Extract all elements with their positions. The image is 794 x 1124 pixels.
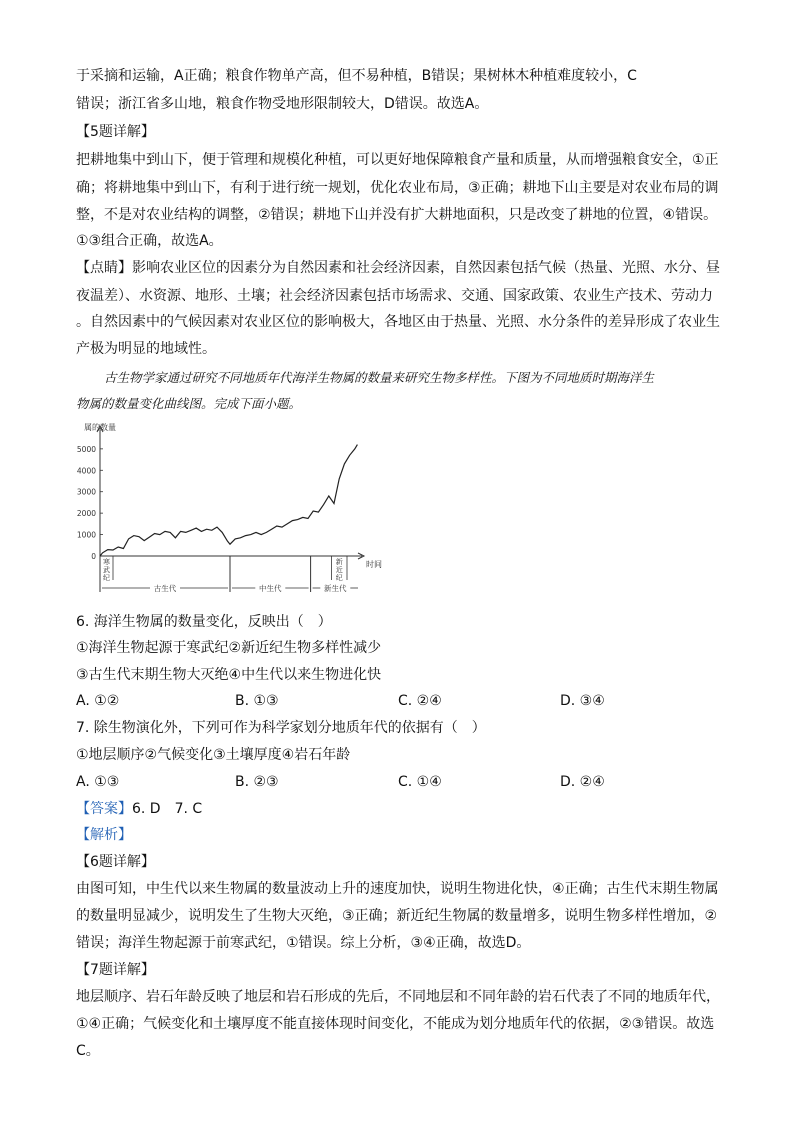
text-line: 地层顺序、岩石年龄反映了地层和岩石形成的先后，不同地层和不同年龄的岩石代表了不同的地质年代， <box>76 989 720 1005</box>
answer-line <box>76 801 202 817</box>
text-line: ①③组合正确，故选A。 <box>76 233 223 249</box>
y-tick-label: 5000 <box>76 444 96 454</box>
text-line: 于采摘和运输，A正确；粮食作物单产高，但不易种植，B错误；果树林木种植难度较小，C <box>76 68 637 84</box>
option-b[interactable]: B. ①③ <box>235 693 279 709</box>
text-line: 整，不是对农业结构的调整，②错误；耕地下山并没有扩大耕地面积，只是改变了耕地的位置，④错误。 <box>76 207 718 223</box>
option-a[interactable]: A. ①② <box>76 693 120 709</box>
question-7-stem: 7. 除生物演化外，下列可作为科学家划分地质年代的依据有（ ） <box>76 720 486 736</box>
option-d[interactable]: D. ③④ <box>560 693 605 709</box>
era-label-cenozoic: 新生代 <box>324 584 347 593</box>
question-7-statements: ①地层顺序②气候变化③土壤厚度④岩石年龄 <box>76 747 351 763</box>
question-6-stem: 6. 海洋生物属的数量变化，反映出（ ） <box>76 614 332 630</box>
text-line: ①④正确；气候变化和土壤厚度不能直接体现时间变化，不能成为划分地质年代的依据，②③错误。故选 <box>76 1016 715 1032</box>
text-line: 错误；浙江省多山地，粮食作物受地形限制较大，D错误。故选A。 <box>76 96 489 112</box>
era-label-mesozoic: 中生代 <box>259 584 282 593</box>
option-d[interactable]: D. ②④ <box>560 774 605 790</box>
period-label-cambrian: 寒武纪 <box>103 558 110 582</box>
option-b[interactable]: B. ②③ <box>235 774 279 790</box>
section-heading: 【5题详解】 <box>76 124 155 140</box>
text-line: 产极为明显的地域性。 <box>76 341 216 357</box>
y-tick-label: 1000 <box>76 530 96 540</box>
answer-text: 6. D 7. C <box>132 801 203 817</box>
text-line: 的数量明显减少，说明发生了生物大灭绝，③正确；新近纪生物属的数量增多，说明生物多样性增加，② <box>76 908 718 924</box>
option-c[interactable]: C. ②④ <box>398 693 442 709</box>
marine-genera-chart <box>68 416 398 596</box>
question-intro: 古生物学家通过研究不同地质年代海洋生物属的数量来研究生物多样性。下图为不同地质时期海洋生 <box>104 370 655 385</box>
y-axis-label: 属的数量 <box>84 423 116 432</box>
text-line: 。自然因素中的气候因素对农业区位的影响极大，各地区由于热量、光照、水分条件的差异形成了农业生 <box>76 314 720 330</box>
analysis-label: 【解析】 <box>76 827 132 843</box>
question-6-statements: ①海洋生物起源于寒武纪②新近纪生物多样性减少 <box>76 640 382 656</box>
genera-count-line <box>100 445 357 556</box>
y-tick-label: 2000 <box>76 509 96 519</box>
y-tick-label: 0 <box>91 552 96 561</box>
text-line: 夜温差）、水资源、地形、土壤；社会经济因素包括市场需求、交通、国家政策、农业生产技术、劳动力 <box>76 288 713 304</box>
era-label-paleozoic: 古生代 <box>153 584 177 593</box>
period-label-neogene: 新近纪 <box>335 558 343 582</box>
y-tick-label: 3000 <box>76 487 96 497</box>
text-line: 【点睛】影响农业区位的因素分为自然因素和社会经济因素，自然因素包括气候（热量、光照、水分、昼 <box>76 260 720 276</box>
section-heading: 【6题详解】 <box>76 854 155 870</box>
text-line: 由图可知，中生代以来生物属的数量波动上升的速度加快，说明生物进化快，④正确；古生代末期生物属 <box>76 881 719 897</box>
option-a[interactable]: A. ①③ <box>76 774 120 790</box>
text-line: C。 <box>76 1043 100 1059</box>
answer-label: 【答案】 <box>76 801 132 817</box>
text-line: 确；将耕地集中到山下，有利于进行统一规划，优化农业布局，③正确；耕地下山主要是对农业布局的调 <box>76 180 719 196</box>
question-6-statements: ③古生代末期生物大灭绝④中生代以来生物进化快 <box>76 667 382 683</box>
text-line: 把耕地集中到山下，便于管理和规模化种植，可以更好地保障粮食产量和质量，从而增强粮食安全，①正 <box>76 152 719 168</box>
option-c[interactable]: C. ①④ <box>398 774 442 790</box>
text-line: 错误；海洋生物起源于前寒武纪，①错误。综上分析，③④正确，故选D。 <box>76 935 531 951</box>
question-intro: 物属的数量变化曲线图。完成下面小题。 <box>76 396 302 411</box>
section-heading: 【7题详解】 <box>76 962 155 978</box>
x-axis-label: 时间 <box>366 560 382 569</box>
y-tick-label: 4000 <box>76 466 96 476</box>
